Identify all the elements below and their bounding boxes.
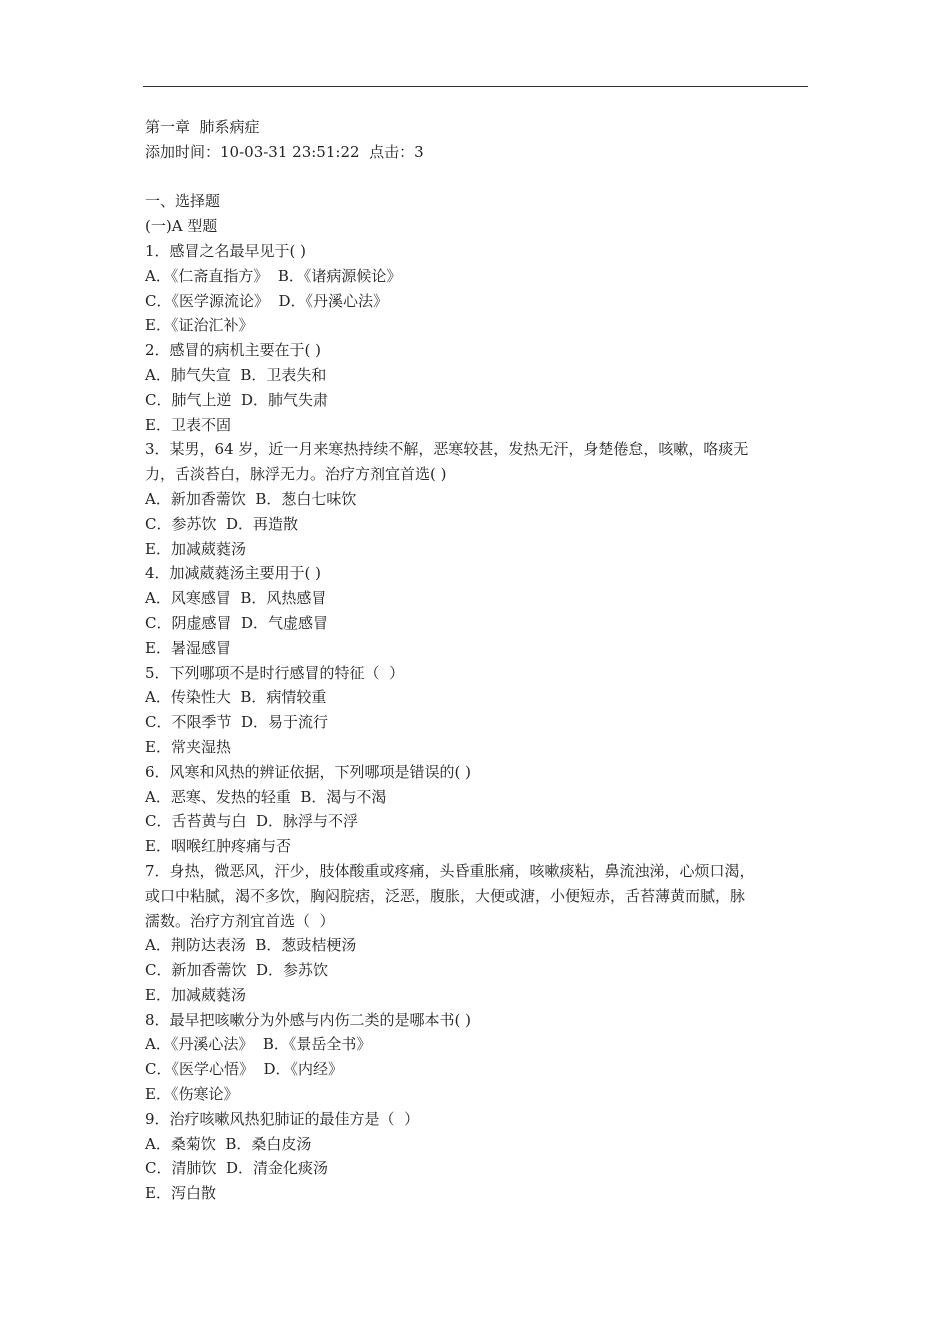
option-line: E．咽喉红肿疼痛与否: [145, 837, 291, 856]
option-line: A．《丹溪心法》 B．《景岳全书》: [145, 1035, 372, 1054]
document-body: [145, 115, 810, 1206]
section-heading: 一、选择题: [145, 192, 221, 211]
question-line: 6．风寒和风热的辨证依据，下列哪项是错误的( ): [145, 762, 472, 781]
option-line: E．常夹湿热: [145, 737, 231, 756]
question-line: 8．最早把咳嗽分为外感与内伤二类的是哪本书( ): [145, 1010, 472, 1029]
option-line: C．《医学源流论》 D．《丹溪心法》: [145, 291, 389, 310]
option-line: A．《仁斋直指方》 B．《诸病源候论》: [145, 266, 402, 285]
option-line: C．清肺饮 D．清金化痰汤: [145, 1159, 329, 1178]
option-line: A．恶寒、发热的轻重 B．渴与不渴: [145, 787, 387, 806]
chapter-title: 第一章 肺系病症: [145, 118, 260, 136]
question-line: 或口中粘腻，渴不多饮，胸闷脘痞，泛恶，腹胀，大便或溏，小便短赤，舌苔薄黄而腻，脉: [145, 886, 746, 905]
option-line: A．荆防达表汤 B．葱豉桔梗汤: [145, 936, 357, 955]
section-subheading: (一)A 型题: [145, 217, 218, 236]
question-line: 9．治疗咳嗽风热犯肺证的最佳方是（ ）: [145, 1109, 420, 1128]
question-line: 濡数。治疗方剂宜首选（ ）: [145, 911, 335, 930]
option-line: A．新加香薷饮 B．葱白七味饮: [145, 489, 357, 508]
blank-line: [145, 165, 810, 190]
question-line: 4．加减葳蕤汤主要用于( ): [145, 564, 322, 583]
option-line: C．《医学心悟》 D．《内经》: [145, 1060, 344, 1079]
option-line: A．风寒感冒 B．风热感冒: [145, 589, 327, 608]
option-line: E．泻白散: [145, 1184, 216, 1203]
option-line: E．《证治汇补》: [145, 316, 254, 335]
option-line: C．舌苔黄与白 D．脉浮与不浮: [145, 812, 359, 831]
question-line: 7．身热，微恶风，汗少，肢体酸重或疼痛，头昏重胀痛，咳嗽痰粘，鼻流浊涕，心烦口渴，: [145, 861, 755, 880]
question-line: 2．感冒的病机主要在于( ): [145, 341, 322, 360]
option-line: C．参苏饮 D．再造散: [145, 514, 299, 533]
question-line: 5．下列哪项不是时行感冒的特征（ ）: [145, 663, 405, 682]
option-line: C．不限季节 D．易于流行: [145, 713, 329, 732]
header-rule: [143, 86, 808, 87]
option-line: E．加减葳蕤汤: [145, 985, 246, 1004]
option-line: C．新加香薷饮 D．参苏饮: [145, 961, 329, 980]
option-line: E．加减葳蕤汤: [145, 539, 246, 558]
option-line: E．卫表不固: [145, 415, 231, 434]
post-meta: 添加时间：10-03-31 23:51:22 点击：3: [145, 142, 424, 161]
option-line: E．《伤寒论》: [145, 1085, 239, 1104]
option-line: C．肺气上逆 D．肺气失肃: [145, 390, 329, 409]
option-line: A．传染性大 B．病情较重: [145, 688, 327, 707]
option-line: E．暑湿感冒: [145, 638, 231, 657]
option-line: A．桑菊饮 B．桑白皮汤: [145, 1134, 312, 1153]
option-line: C．阴虚感冒 D．气虚感冒: [145, 613, 329, 632]
question-line: 力，舌淡苔白，脉浮无力。治疗方剂宜首选( ): [145, 465, 447, 484]
question-line: 3．某男，64 岁，近一月来寒热持续不解，恶寒较甚，发热无汗，身楚倦怠，咳嗽，咯痰无: [145, 440, 749, 459]
question-line: 1．感冒之名最早见于( ): [145, 241, 307, 260]
option-line: A．肺气失宣 B．卫表失和: [145, 365, 327, 384]
